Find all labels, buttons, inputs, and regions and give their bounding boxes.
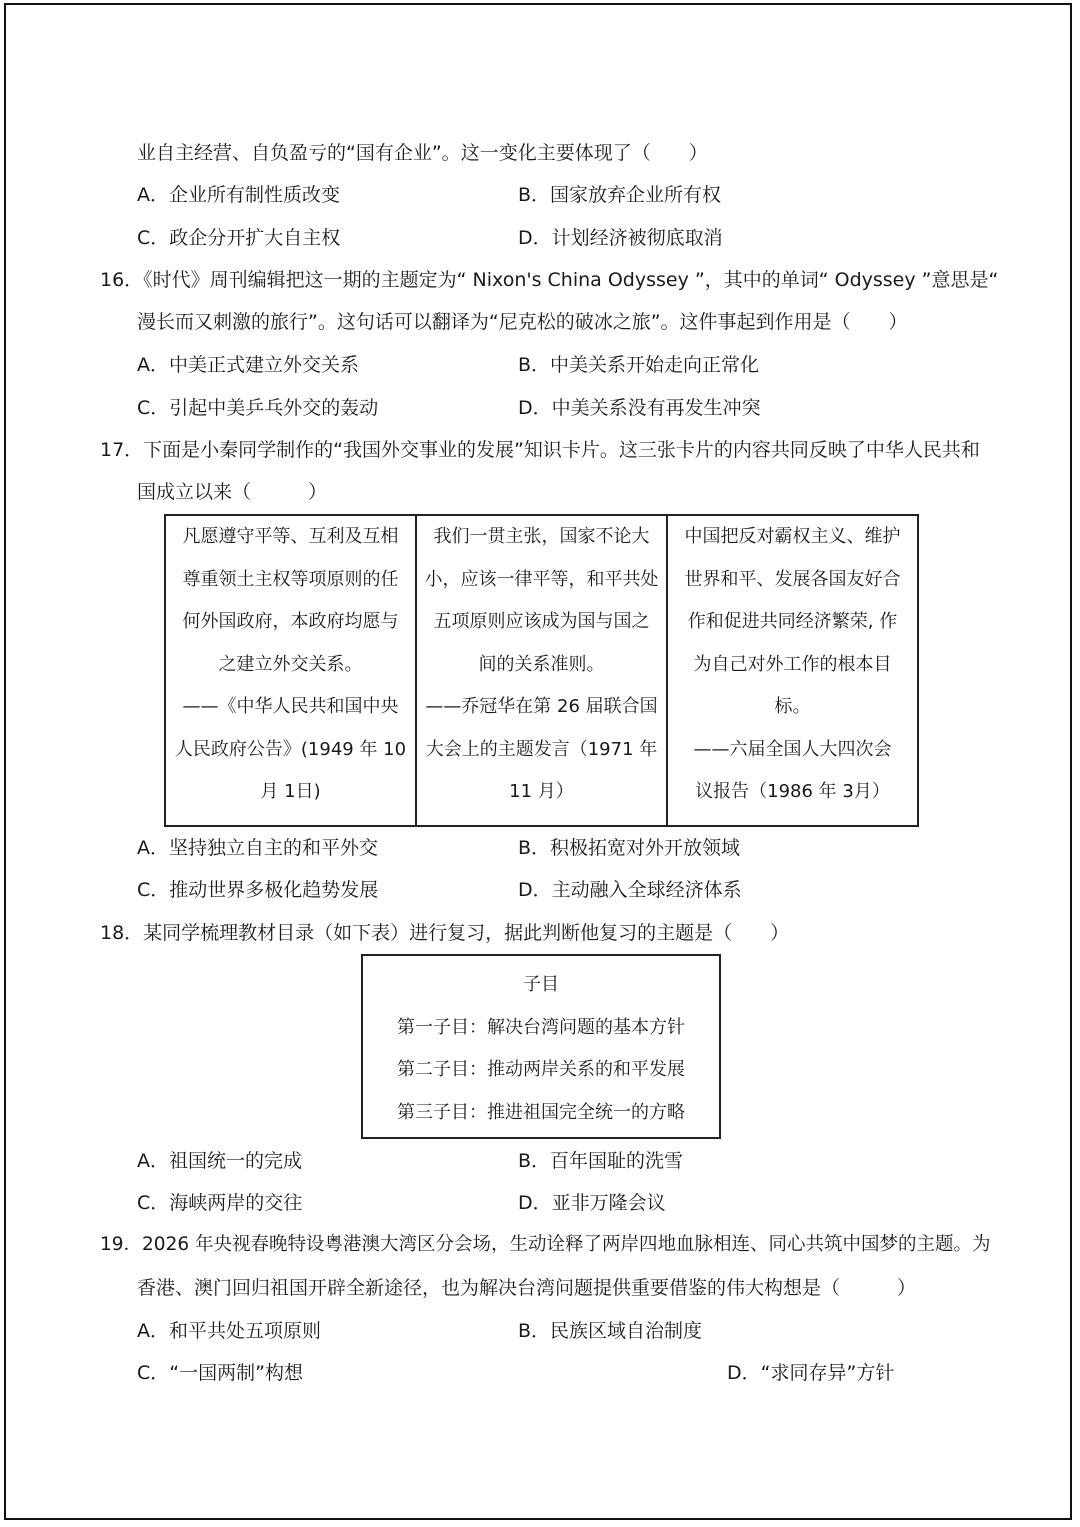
card-line: 月 1日) bbox=[260, 781, 321, 802]
q15-option-d: D．计划经济被彻底取消 bbox=[518, 227, 723, 249]
card-line: 凡愿遵守平等、互利及互相 bbox=[182, 526, 399, 547]
q17-option-a: A．坚持独立自主的和平外交 bbox=[137, 837, 378, 859]
card-line: 议报告（1986 年 3月） bbox=[695, 781, 890, 802]
card-line: 尊重领土主权等项原则的任 bbox=[182, 568, 399, 590]
card-line: ——六届全国人大四次会 bbox=[693, 738, 892, 760]
q16-stem-line2: 漫长而又刺激的旅行”。这句话可以翻译为“尼克松的破冰之旅”。这件事起到作用是（ ） bbox=[137, 311, 908, 333]
q18-option-a: A．祖国统一的完成 bbox=[137, 1150, 302, 1172]
q17-stem-line2: 国成立以来（ ） bbox=[137, 481, 328, 503]
q15-option-b: B．国家放弃企业所有权 bbox=[518, 184, 722, 206]
card-line: 世界和平、发展各国友好合 bbox=[684, 568, 901, 590]
card-line: 小，应该一律平等，和平共处 bbox=[424, 568, 659, 590]
card-line: ——乔冠华在第 26 届联合国 bbox=[425, 696, 658, 717]
q17-option-d: D．主动融入全球经济体系 bbox=[518, 879, 742, 901]
q18-option-b: B．百年国耻的洗雪 bbox=[518, 1150, 684, 1172]
card-line: 标。 bbox=[774, 696, 811, 717]
card-1986-npc-report bbox=[667, 515, 918, 826]
card-line: ——《中华人民共和国中央 bbox=[182, 696, 399, 717]
textbook-directory-box bbox=[361, 954, 721, 1139]
q19-option-a: A．和平共处五项原则 bbox=[137, 1320, 321, 1342]
q16-stem-line1: 16．《时代》周刊编辑把这一期的主题定为“ Nixon's China Odyssey ”，其中的单词“ Odyssey ”意思是“ bbox=[100, 269, 999, 291]
q19-option-d: D．“求同存异”方针 bbox=[727, 1362, 895, 1384]
card-line: 11 月） bbox=[509, 781, 574, 802]
q19-stem-line1: 19．2026 年央视春晚特设粤港澳大湾区分会场，生动诠释了两岸四地血脉相连、同心共筑中国梦的主题。为 bbox=[100, 1234, 991, 1255]
card-line: 之建立外交关系。 bbox=[218, 653, 363, 675]
card-1971-un-speech bbox=[416, 515, 667, 826]
q18-stem: 18．某同学梳理教材目录（如下表）进行复习，据此判断他复习的主题是（ ） bbox=[100, 922, 790, 944]
directory-item: 第三子目：推进祖国完全统一的方略 bbox=[397, 1101, 685, 1123]
q15-continuation: 业自主经营、自负盈亏的“国有企业”。这一变化主要体现了（ ） bbox=[137, 142, 708, 164]
q16-option-c: C．引起中美乒乓外交的轰动 bbox=[137, 397, 379, 419]
q17-stem-line1: 17．下面是小秦同学制作的“我国外交事业的发展”知识卡片。这三张卡片的内容共同反映了中华人民共和 bbox=[100, 439, 980, 461]
q18-option-c: C．海峡两岸的交往 bbox=[137, 1192, 303, 1214]
q15-option-a: A．企业所有制性质改变 bbox=[137, 184, 340, 206]
card-line: 何外国政府，本政府均愿与 bbox=[182, 611, 399, 632]
card-line: 我们一贯主张，国家不论大 bbox=[433, 526, 650, 547]
card-line: 作和促进共同经济繁荣, 作 bbox=[687, 611, 898, 632]
q17-option-c: C．推动世界多极化趋势发展 bbox=[137, 879, 379, 901]
q15-option-c: C．政企分开扩大自主权 bbox=[137, 227, 341, 249]
card-line: 间的关系准则。 bbox=[478, 653, 605, 675]
knowledge-cards-table bbox=[164, 514, 919, 827]
q19-option-b: B．民族区域自治制度 bbox=[518, 1320, 703, 1342]
card-1949-announcement bbox=[165, 515, 416, 826]
card-line: 人民政府公告》(1949 年 10 bbox=[174, 738, 407, 760]
q17-option-b: B．积极拓宽对外开放领域 bbox=[518, 837, 741, 859]
card-line: 为自己对外工作的根本目 bbox=[693, 653, 892, 675]
directory-item: 第一子目：解决台湾问题的基本方针 bbox=[397, 1016, 685, 1038]
q18-option-d: D．亚非万隆会议 bbox=[518, 1192, 666, 1214]
q19-option-c: C．“一国两制”构想 bbox=[137, 1362, 303, 1384]
card-line: 中国把反对霸权主义、维护 bbox=[684, 526, 901, 547]
card-line: 大会上的主题发言（1971 年 bbox=[425, 738, 658, 760]
directory-heading: 子目 bbox=[523, 974, 559, 995]
q16-option-b: B．中美关系开始走向正常化 bbox=[518, 354, 760, 376]
q16-option-d: D．中美关系没有再发生冲突 bbox=[518, 397, 761, 419]
q19-stem-line2: 香港、澳门回归祖国开辟全新途径，也为解决台湾问题提供重要借鉴的伟大构想是（ ） bbox=[137, 1277, 917, 1299]
q16-option-a: A．中美正式建立外交关系 bbox=[137, 354, 359, 376]
directory-item: 第二子目：推动两岸关系的和平发展 bbox=[397, 1059, 685, 1080]
card-line: 五项原则应该成为国与国之 bbox=[433, 611, 650, 632]
